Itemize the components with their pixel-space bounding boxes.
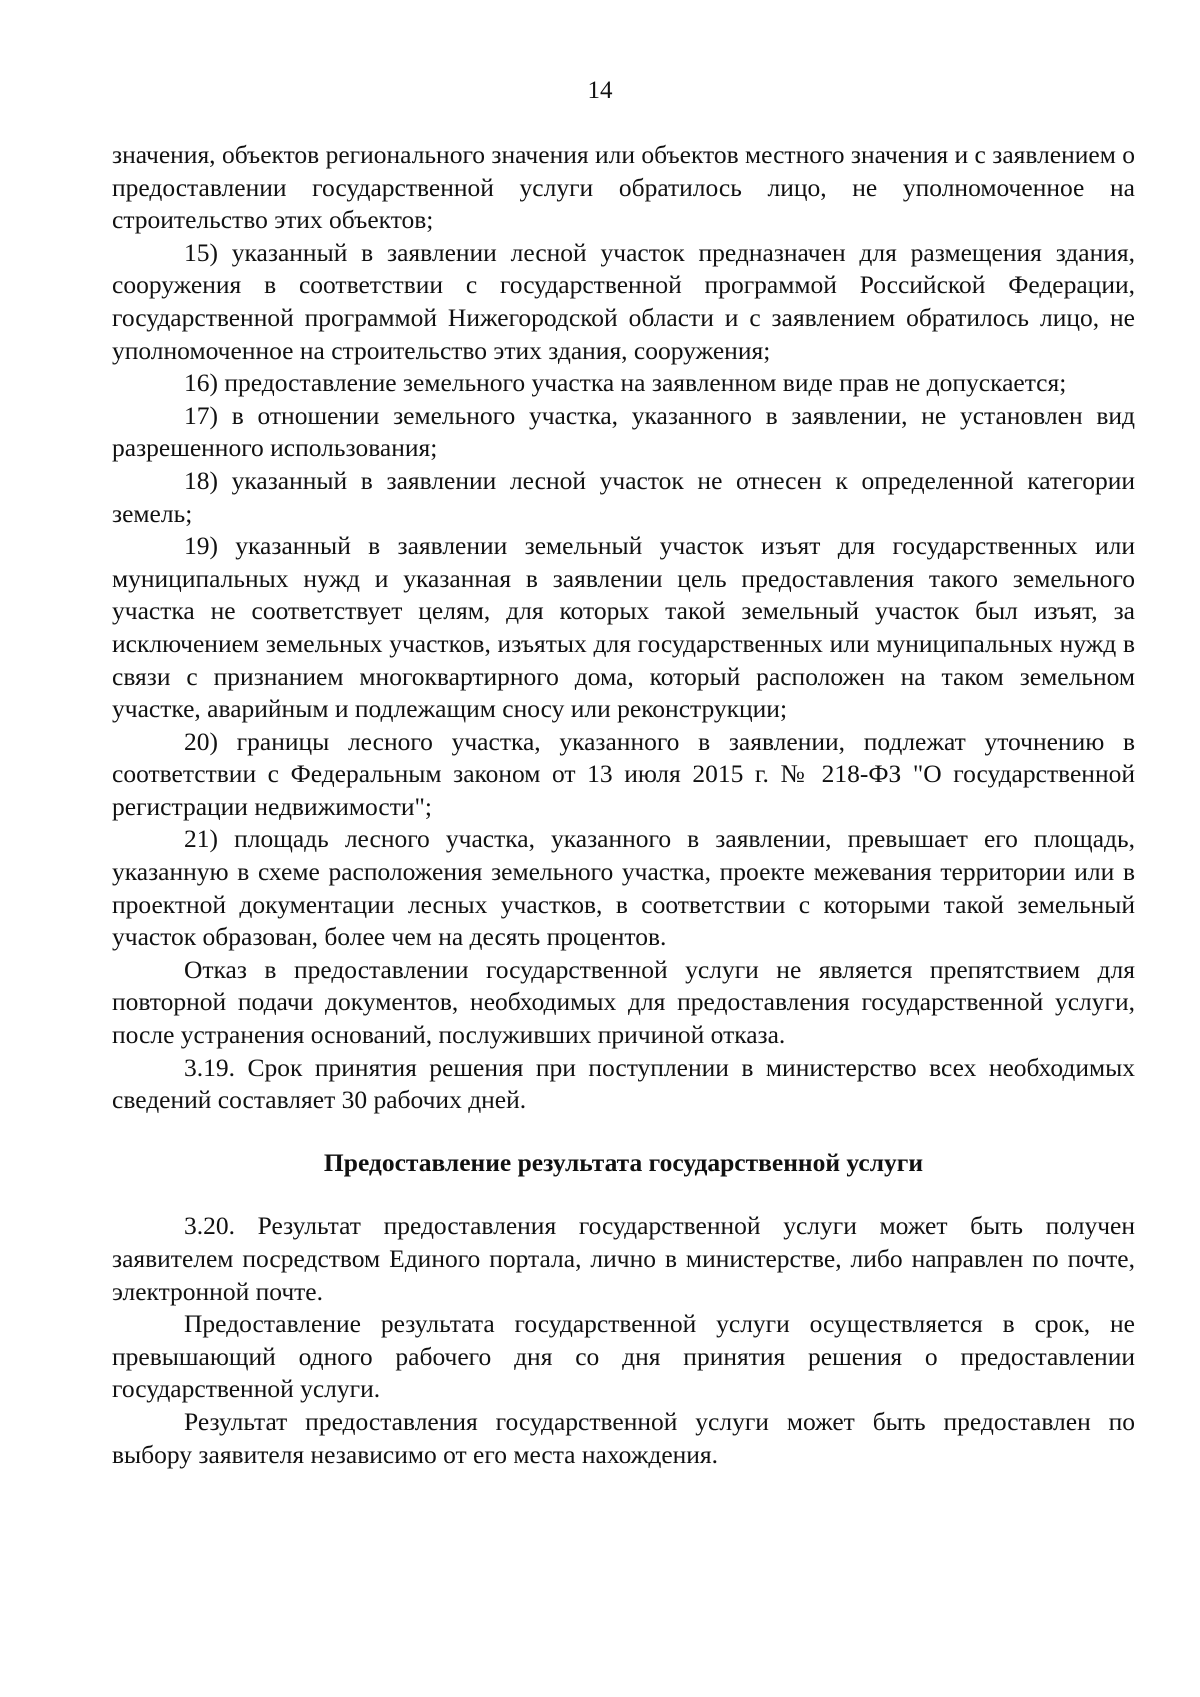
page-number: 14 (587, 77, 613, 104)
paragraph-item-16: 16) предоставление земельного участка на заявленном виде прав не допускается; (184, 368, 1067, 398)
paragraph-item-18: 18) указанный в заявлении лесной участок не отнесен к определенной категории земель; (112, 465, 1135, 528)
paragraph-item-17: 17) в отношении земельного участка, указанного в заявлении, не установлен вид разрешенного использования; (112, 400, 1135, 463)
paragraph-item-19: 19) указанный в заявлении земельный участок изъят для государственных или муниципальных нужд и указанная в заявлении цель предоставления такого земельного участка не соответствует целям, для которых такой земельный участок был изъят, за исключением земельных участков, изъятых для государственных или муниципальных нужд в связи с признанием многоквартирного дома, который расположен на таком земельном участке, аварийным и подлежащим сносу или реконструкции; (112, 531, 1135, 724)
paragraph-3-20: 3.20. Результат предоставления государственной услуги может быть получен заявителем посредством Единого портала, лично в министерстве, либо направлен по почте, электронной почте. (112, 1211, 1135, 1306)
document-body (112, 139, 1135, 1471)
paragraph-3-19: 3.19. Срок принятия решения при поступлении в министерство всех необходимых сведений составляет 30 рабочих дней. (112, 1052, 1135, 1115)
paragraph-item-21: 21) площадь лесного участка, указанного в заявлении, превышает его площадь, указанную в схеме расположения земельного участка, проекте межевания территории или в проектной документации лесных участков, в соответствии с которыми такой земельный участок образован, более чем на десять процентов. (112, 824, 1135, 952)
paragraph-continuation: значения, объектов регионального значения или объектов местного значения и с заявлением о предоставлении государственной услуги обратилось лицо, не уполномоченное на строительство этих объектов; (112, 140, 1135, 235)
paragraph-item-15: 15) указанный в заявлении лесной участок предназначен для размещения здания, сооружения в соответствии с государственной программой Российской Федерации, государственной программой Нижегородской области и с заявлением обратилось лицо, не уполномоченное на строительство этих здания, сооружения; (112, 237, 1135, 365)
paragraph-refusal-note: Отказ в предоставлении государственной услуги не является препятствием для повторной подачи документов, необходимых для предоставления государственной услуги, после устранения оснований, послуживших причиной отказа. (112, 954, 1135, 1050)
paragraph-item-20: 20) границы лесного участка, указанного в заявлении, подлежат уточнению в соответствии с Федеральным законом от 13 июля 2015 г. № 218-ФЗ "О государственной регистрации недвижимости"; (112, 726, 1135, 821)
paragraph-result-location: Результат предоставления государственной услуги может быть предоставлен по выбору заявителя независимо от его места нахождения. (112, 1406, 1135, 1469)
section-heading: Предоставление результата государственной услуги (323, 1147, 924, 1177)
paragraph-result-deadline: Предоставление результата государственной услуги осуществляется в срок, не превышающий одного рабочего дня со дня принятия решения о предоставлении государственной услуги. (112, 1309, 1135, 1404)
